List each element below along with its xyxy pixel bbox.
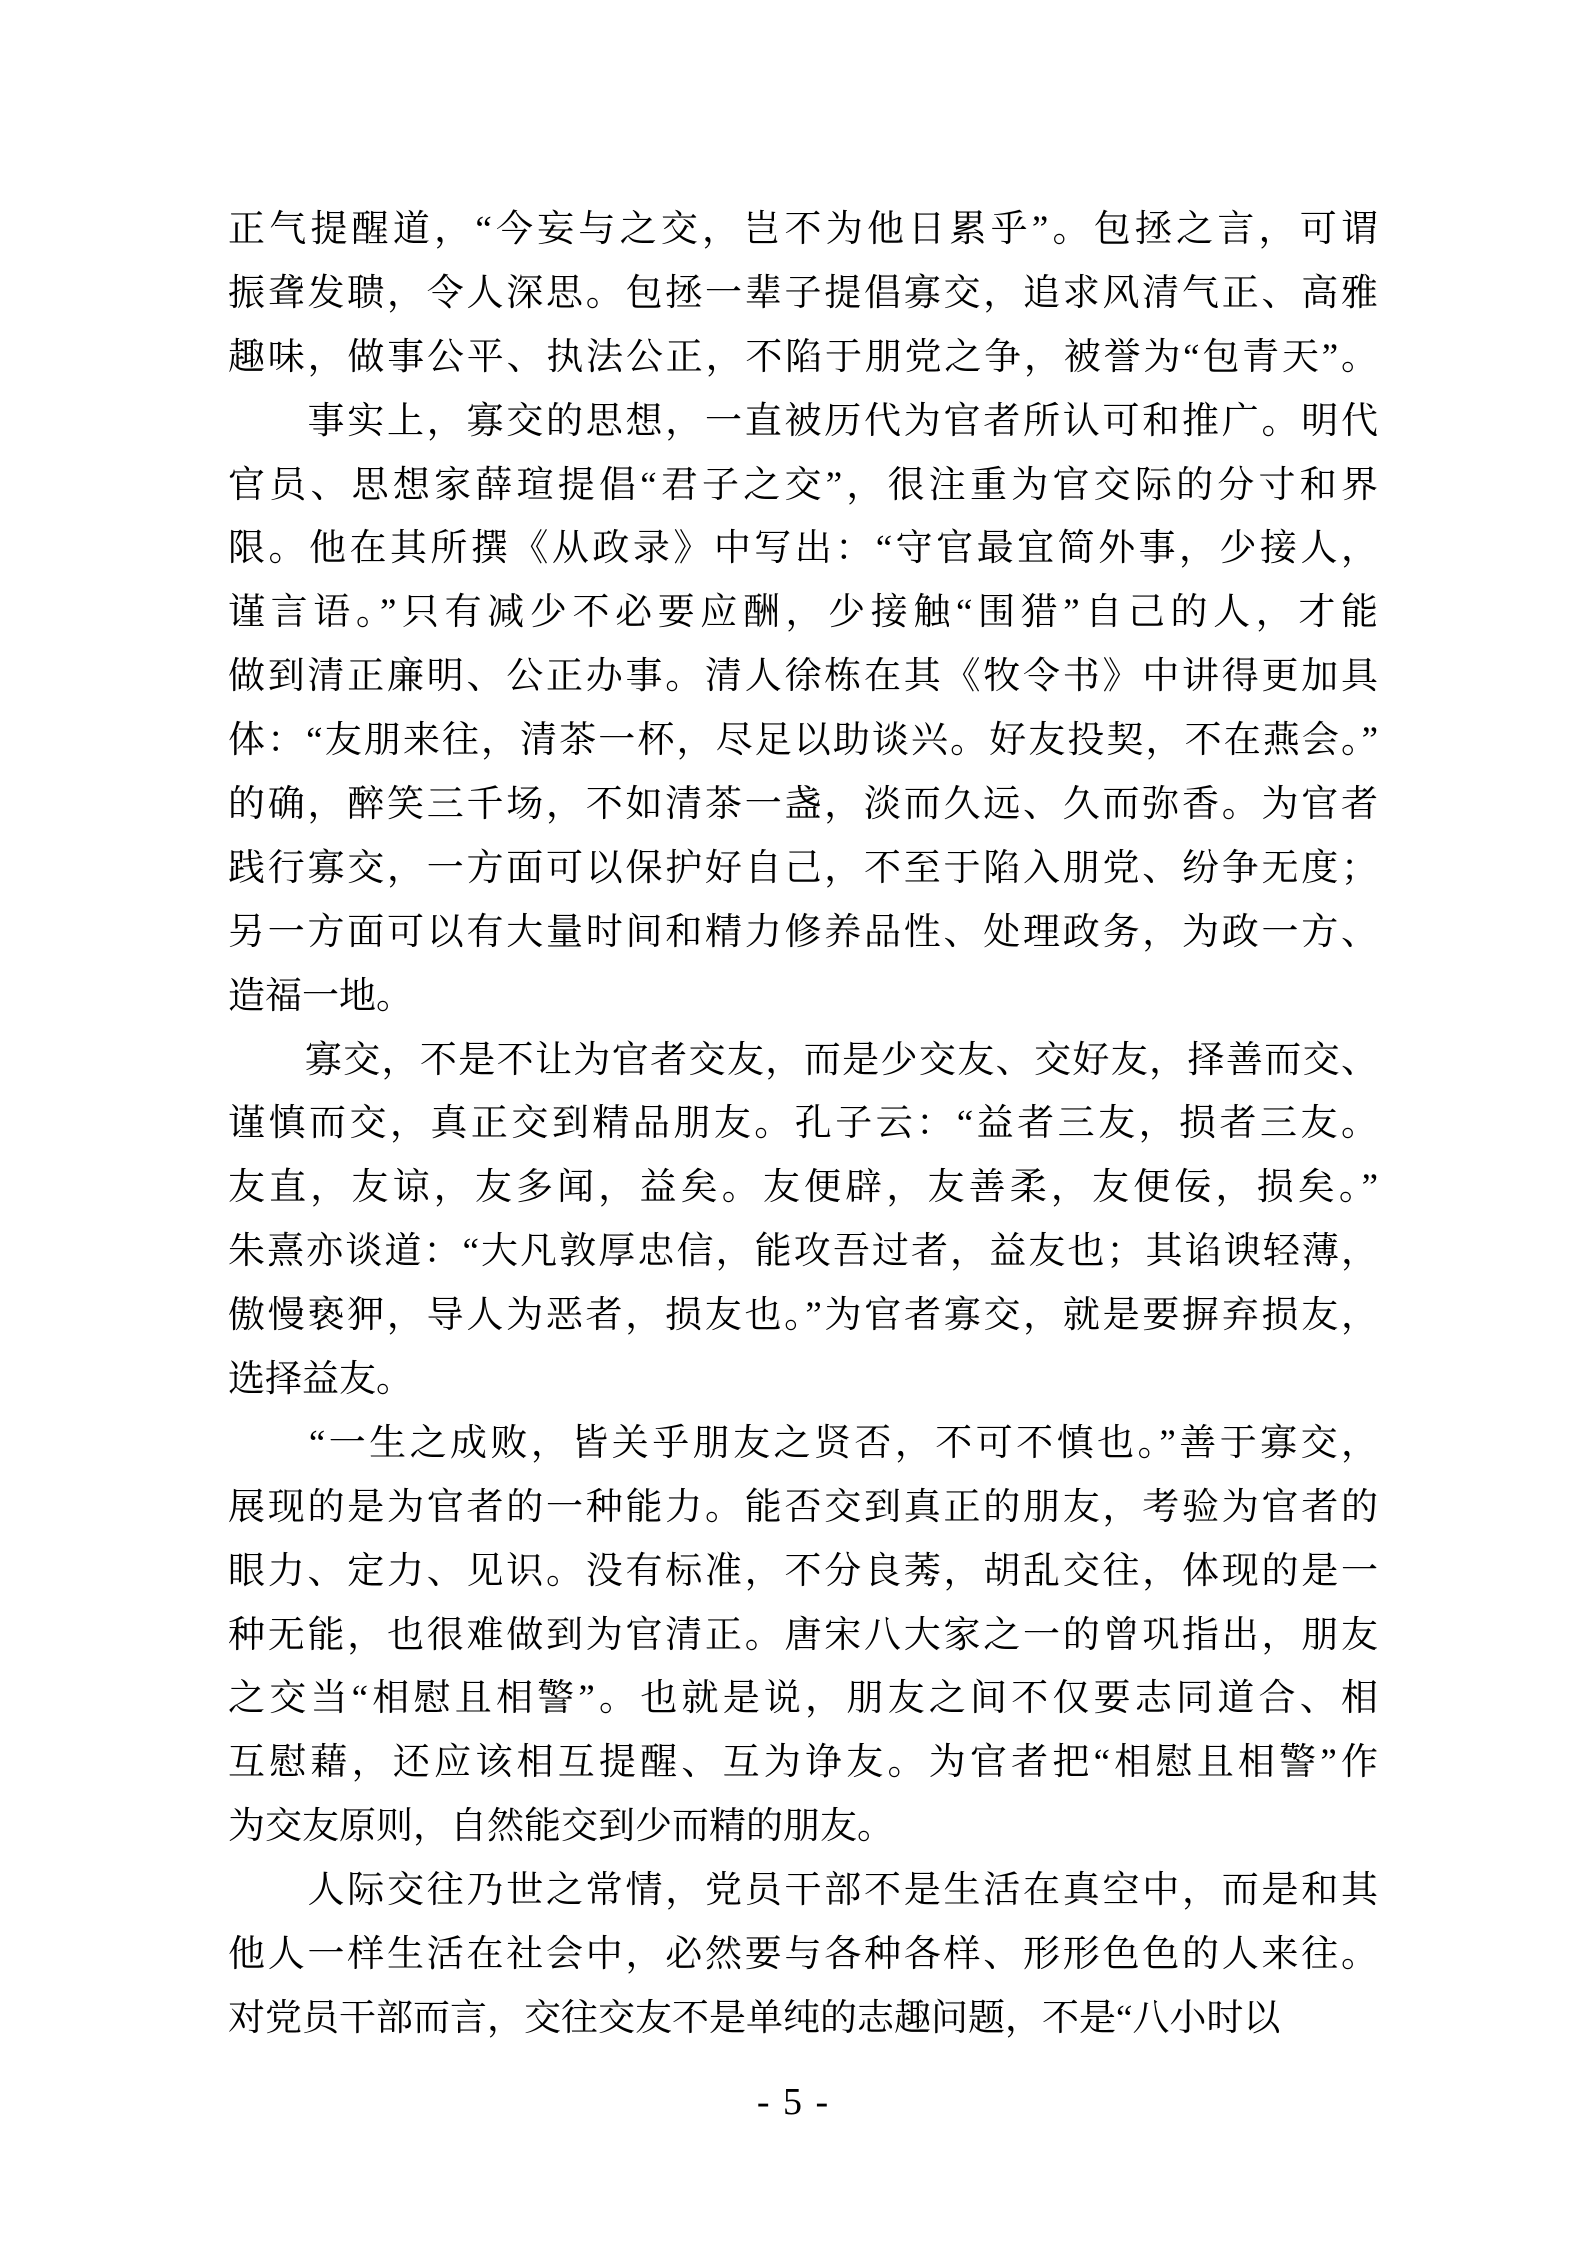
text-line: 做到清正廉明、公正办事。清人徐栋在其《牧令书》中讲得更加具: [228, 656, 1378, 698]
text-line: 朱熹亦谈道：“大凡敦厚忠信，能攻吾过者，益友也；其谄谀轻薄，: [228, 1231, 1378, 1273]
text-line: 另一方面可以有大量时间和精力修养品性、处理政务，为政一方、: [228, 911, 1378, 953]
text-line: 友直，友谅，友多闻，益矣。友便辟，友善柔，友便佞，损矣。”: [228, 1167, 1378, 1209]
text-line: 为交友原则，自然能交到少而精的朋友。: [228, 1806, 894, 1848]
text-line: 事实上，寡交的思想，一直被历代为官者所认可和推广。明代: [228, 400, 1378, 442]
text-line: 造福一地。: [228, 975, 413, 1017]
page-number: - 5 -: [756, 2081, 831, 2123]
text-line: 正气提醒道，“今妄与之交，岂不为他日累乎”。包拯之言，可谓: [228, 209, 1378, 250]
text-line: 他人一样生活在社会中，必然要与各种各样、形形色色的人来往。: [228, 1934, 1378, 1976]
text-line: “一生之成败，皆关乎朋友之贤否，不可不慎也。”善于寡交，: [228, 1422, 1378, 1464]
text-line: 展现的是为官者的一种能力。能否交到真正的朋友，考验为官者的: [228, 1486, 1378, 1528]
text-line: 践行寡交，一方面可以保护好自己，不至于陷入朋党、纷争无度；: [228, 847, 1378, 889]
text-line: 趣味，做事公平、执法公正，不陷于朋党之争，被誉为“包青天”。: [228, 336, 1378, 378]
text-line: 振聋发聩，令人深思。包拯一辈子提倡寡交，追求风清气正、高雅: [228, 272, 1378, 314]
body-text: [228, 198, 1378, 2051]
text-line: 种无能，也很难做到为官清正。唐宋八大家之一的曾巩指出，朋友: [228, 1614, 1378, 1656]
text-line: 人际交往乃世之常情，党员干部不是生活在真空中，而是和其: [228, 1870, 1378, 1912]
text-line: 官员、思想家薛瑄提倡“君子之交”，很注重为官交际的分寸和界: [228, 464, 1378, 506]
text-line: 谨言语。”只有减少不必要应酬，少接触“围猎”自己的人，才能: [228, 592, 1378, 634]
text-line: 互慰藉，还应该相互提醒、互为诤友。为官者把“相慰且相警”作: [228, 1742, 1378, 1784]
text-line: 谨慎而交，真正交到精品朋友。孔子云：“益者三友，损者三友。: [228, 1103, 1378, 1145]
text-line: 体：“友朋来往，清茶一杯，尽足以助谈兴。好友投契，不在燕会。”: [228, 720, 1378, 762]
text-line: 眼力、定力、见识。没有标准，不分良莠，胡乱交往，体现的是一: [228, 1550, 1378, 1592]
text-line: 对党员干部而言，交往交友不是单纯的志趣问题，不是“八小时以: [228, 1997, 1281, 2039]
text-line: 选择益友。: [228, 1359, 413, 1401]
text-line: 傲慢亵狎，导人为恶者，损友也。”为官者寡交，就是要摒弃损友，: [228, 1295, 1378, 1337]
text-line: 之交当“相慰且相警”。也就是说，朋友之间不仅要志同道合、相: [228, 1678, 1378, 1720]
text-line: 的确，醉笑三千场，不如清茶一盏，淡而久远、久而弥香。为官者: [228, 784, 1378, 826]
text-line: 限。他在其所撰《从政录》中写出：“守官最宜简外事，少接人，: [228, 528, 1378, 570]
text-line: 寡交，不是不让为官者交友，而是少交友、交好友，择善而交、: [228, 1039, 1378, 1081]
